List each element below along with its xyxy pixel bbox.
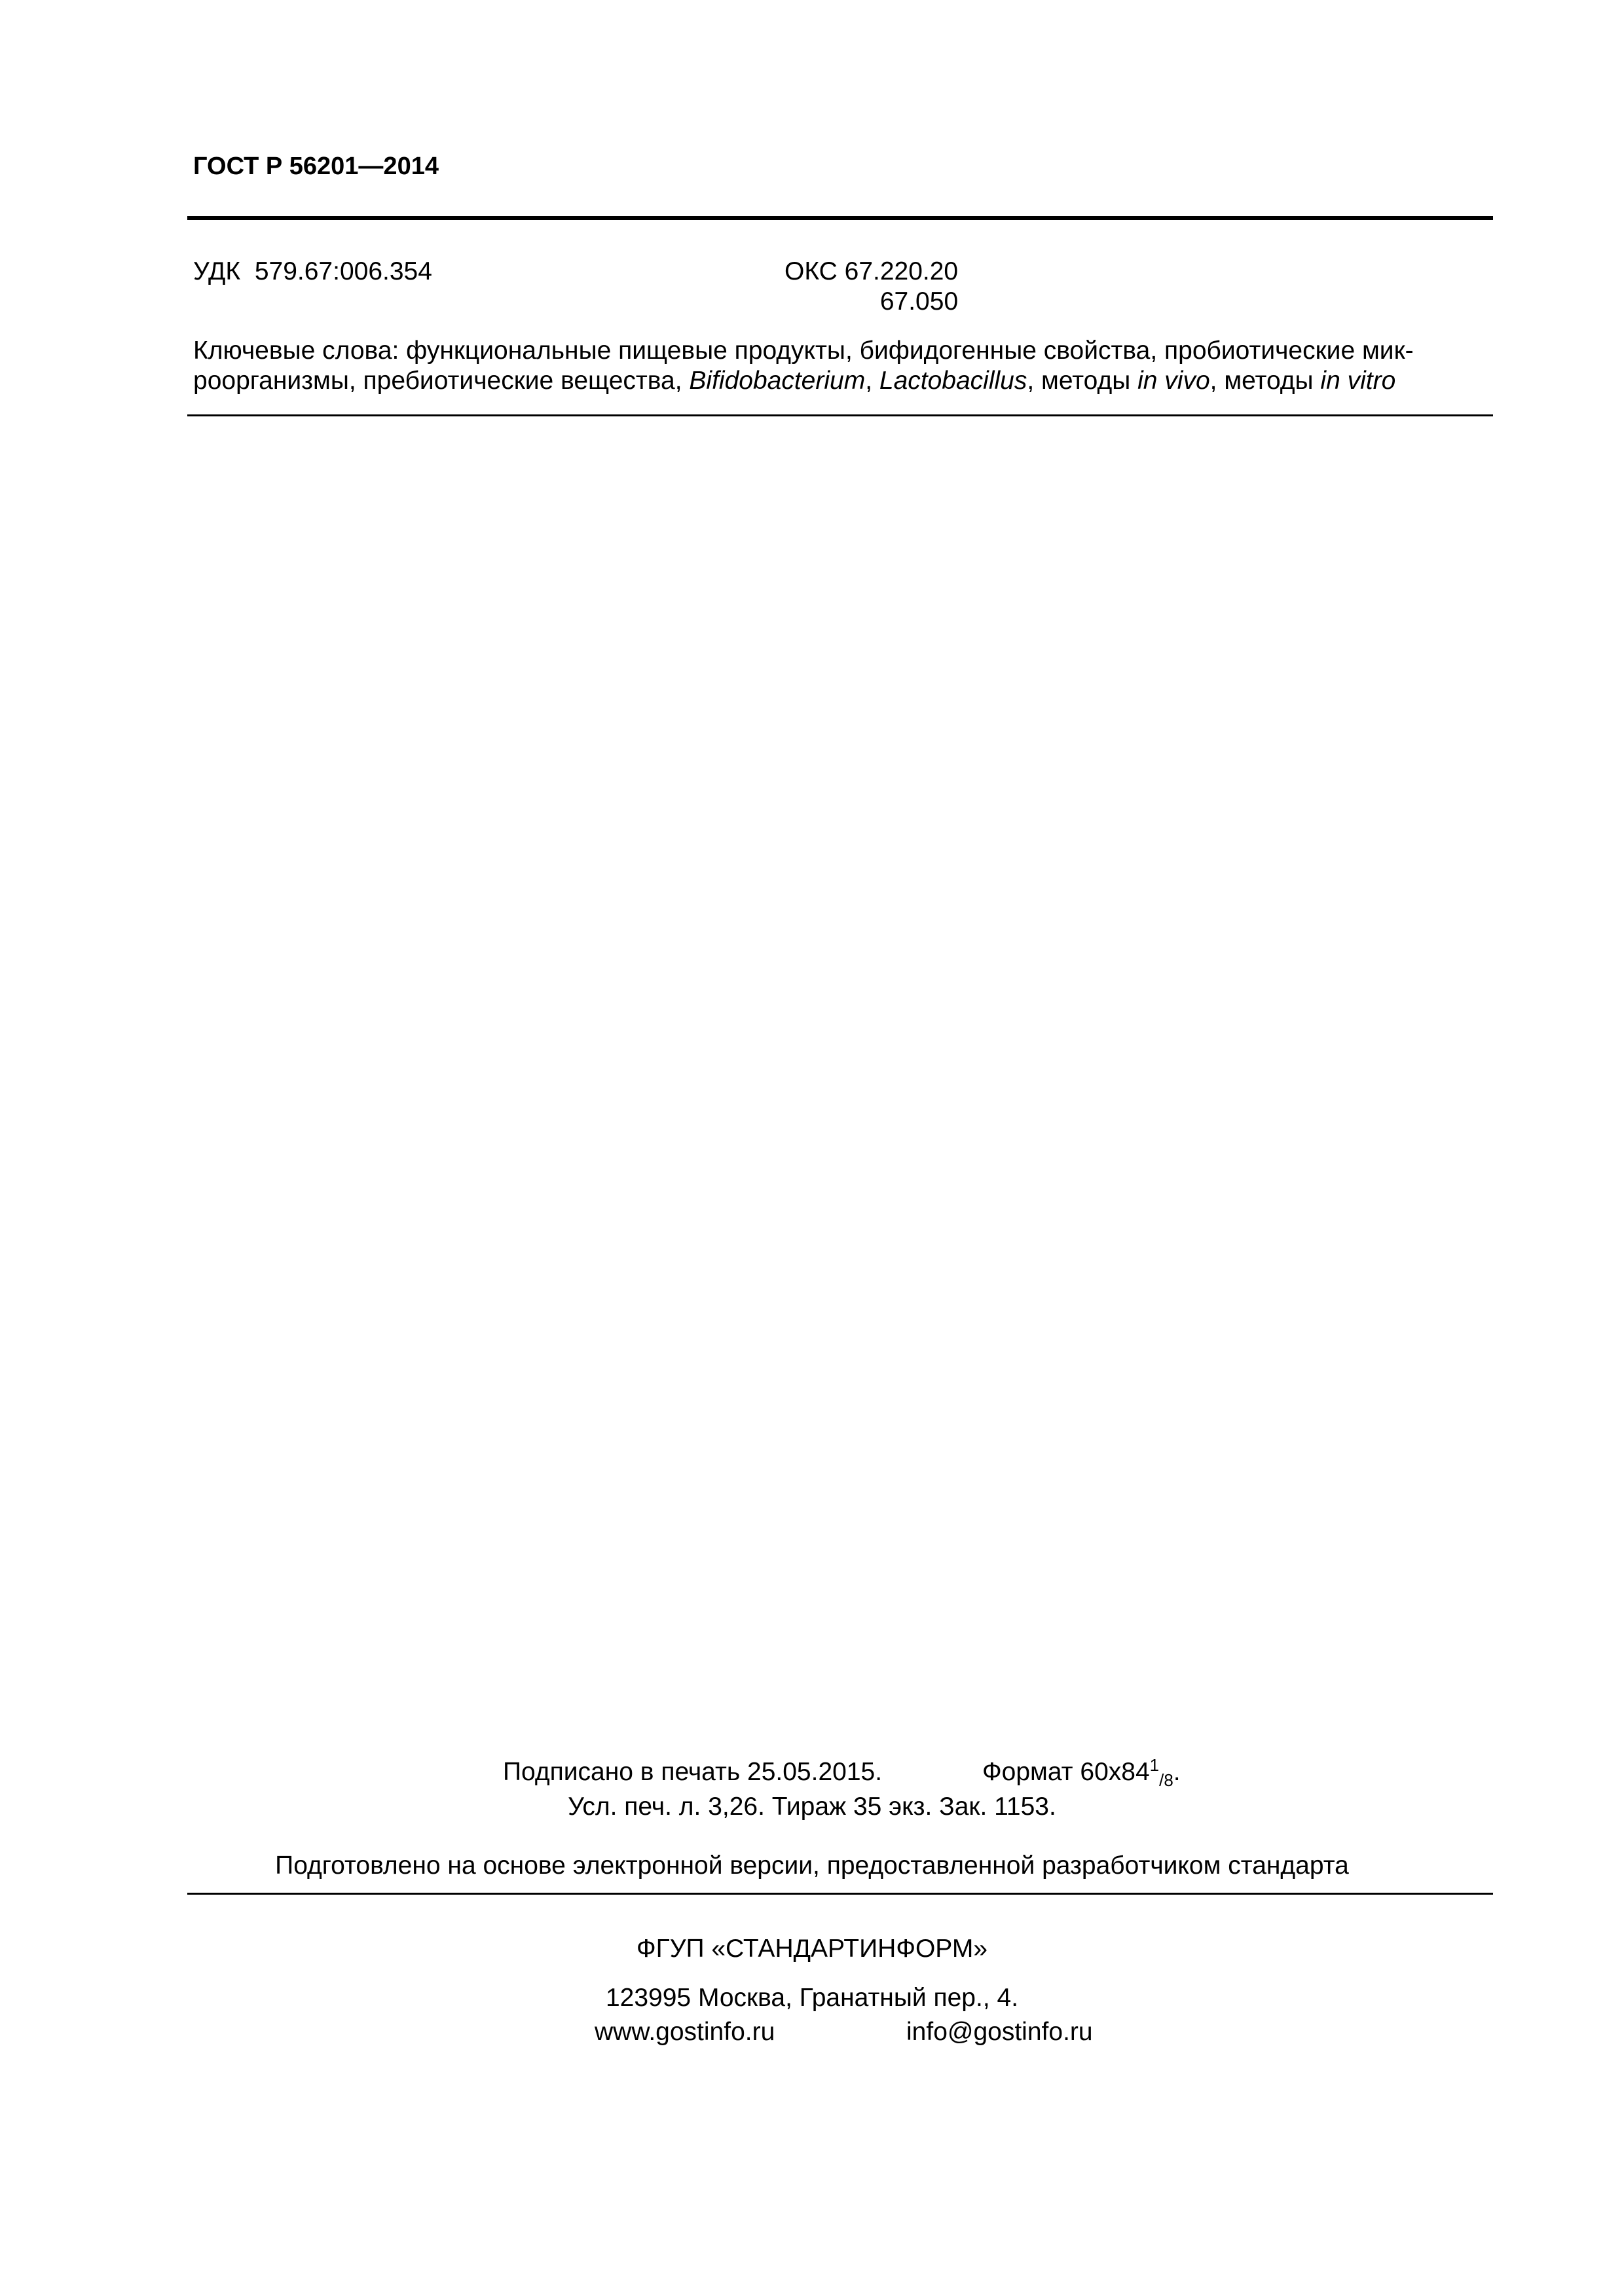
header-rule <box>187 216 1493 220</box>
publisher-address: 123995 Москва, Гранатный пер., 4. <box>605 1984 1019 2012</box>
keyword-bifidobacterium: Bifidobacterium <box>689 367 866 395</box>
udk-label: УДК <box>193 257 241 285</box>
print-format: Формат $60х84^1_{/8}$. <box>982 1755 1181 1790</box>
udk-code <box>193 257 432 287</box>
publisher-rule <box>187 1893 1493 1895</box>
imprint-line-2: Усл. печ. л. 3,26. Тираж 35 экз. Зак. 1153. <box>568 1793 1056 1821</box>
keywords-line-1: Ключевые слова: функциональные пищевые продукты, бифидогенные свойства, пробиотические мик- <box>193 337 1414 365</box>
udk-value: 579.67:006.354 <box>254 257 432 285</box>
publisher-name: ФГУП «СТАНДАРТИНФОРМ» <box>636 1935 988 1963</box>
keyword-in-vivo: in vivo <box>1137 367 1210 395</box>
signed-date: Подписано в печать 25.05.2015. <box>503 1758 883 1786</box>
oks-value-1: 67.220.20 <box>844 257 959 285</box>
prepared-note: Подготовлено на основе электронной версии, предоставленной разработчиком стандарта <box>275 1851 1349 1880</box>
oks-label: ОКС <box>784 257 838 285</box>
document-code: ГОСТ Р 56201—2014 <box>193 153 439 180</box>
oks-value-2: 67.050 <box>879 287 959 316</box>
keyword-in-vitro: in vitro <box>1320 367 1396 395</box>
email-link[interactable]: info@gostinfo.ru <box>906 2018 1093 2046</box>
oks-code <box>784 257 958 317</box>
keywords-rule <box>187 414 1493 416</box>
keywords <box>193 336 1493 396</box>
keyword-lactobacillus: Lactobacillus <box>879 367 1027 395</box>
keywords-line-2: роорганизмы, пребиотические вещества, Bifidobacterium, Lactobacillus, методы in vivo, методы in vitro <box>193 367 1396 395</box>
website-link[interactable]: www.gostinfo.ru <box>595 2018 775 2046</box>
